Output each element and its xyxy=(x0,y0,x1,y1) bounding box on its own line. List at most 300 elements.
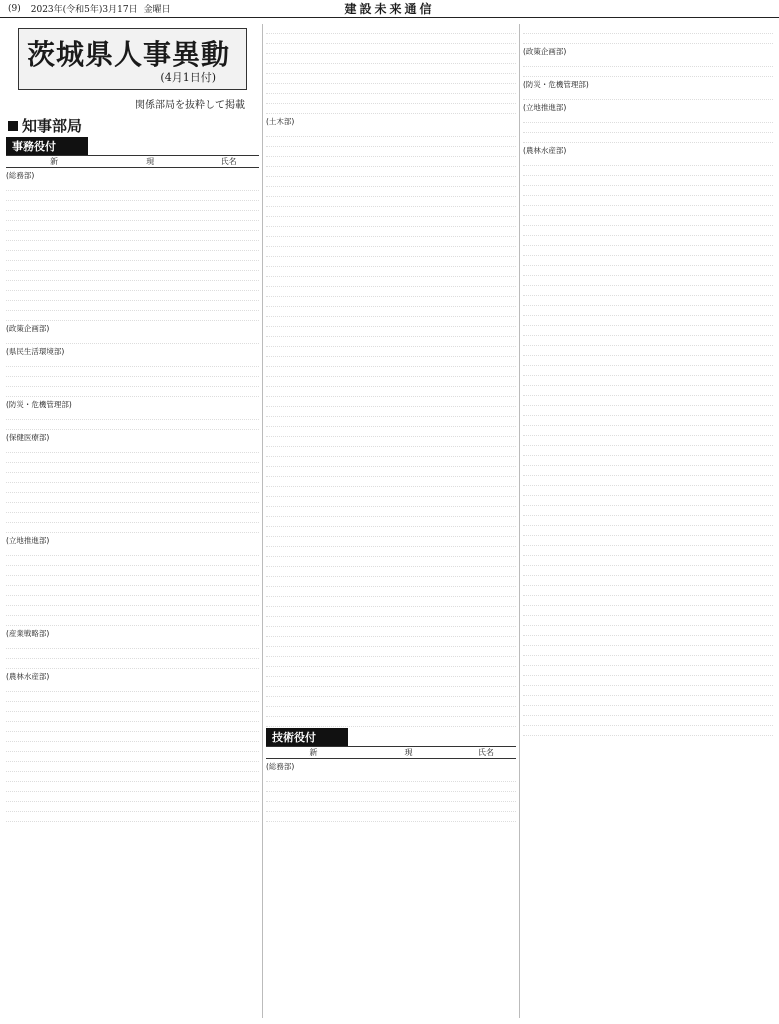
cell-old xyxy=(361,717,456,726)
cell-name xyxy=(198,367,259,376)
cell-old xyxy=(102,377,198,386)
appointment-row xyxy=(523,636,773,646)
cell-new xyxy=(523,696,618,705)
appointment-row xyxy=(523,123,773,133)
cell-old xyxy=(618,196,713,205)
cell-old xyxy=(618,316,713,325)
cell-name xyxy=(713,686,773,695)
cell-new xyxy=(266,277,361,286)
appointment-row xyxy=(266,417,516,427)
cell-new xyxy=(523,496,618,505)
cell-name xyxy=(713,656,773,665)
cell-old xyxy=(361,74,456,83)
cell-old xyxy=(102,387,198,396)
appointment-list xyxy=(6,171,259,822)
cell-new xyxy=(6,792,102,801)
cell-new xyxy=(6,702,102,711)
cell-name xyxy=(456,147,516,156)
cell-old xyxy=(361,317,456,326)
cell-name xyxy=(713,376,773,385)
cell-new xyxy=(266,687,361,696)
cell-name xyxy=(456,537,516,546)
cell-old xyxy=(361,104,456,113)
title-box xyxy=(18,28,247,90)
cell-old xyxy=(361,227,456,236)
appointment-row xyxy=(266,54,516,64)
dept-heading-label: 知事部局 xyxy=(22,117,83,135)
cell-old xyxy=(618,286,713,295)
cell-old xyxy=(102,712,198,721)
cell-new xyxy=(266,44,361,53)
cell-old xyxy=(618,556,713,565)
appointment-row xyxy=(266,667,516,677)
cell-old xyxy=(618,686,713,695)
cell-name xyxy=(198,722,259,731)
appointment-row xyxy=(6,473,259,483)
cell-old xyxy=(361,557,456,566)
cell-new xyxy=(523,596,618,605)
appointment-row xyxy=(6,682,259,692)
cell-old xyxy=(361,517,456,526)
cell-old xyxy=(102,493,198,502)
cell-name xyxy=(456,397,516,406)
cell-old xyxy=(102,367,198,376)
cell-name xyxy=(198,201,259,210)
cell-name xyxy=(713,476,773,485)
cell-name xyxy=(713,306,773,315)
appointment-row xyxy=(266,44,516,54)
cell-old xyxy=(618,406,713,415)
appointment-row xyxy=(6,513,259,523)
cell-name xyxy=(456,772,516,781)
cell-new xyxy=(266,367,361,376)
cell-name xyxy=(713,113,773,122)
cell-old xyxy=(102,606,198,615)
cell-new xyxy=(6,802,102,811)
cell-name xyxy=(713,57,773,66)
cell-old xyxy=(618,636,713,645)
appointment-row xyxy=(6,281,259,291)
cell-name xyxy=(713,206,773,215)
cell-old xyxy=(361,587,456,596)
appointment-row xyxy=(523,726,773,736)
cell-old xyxy=(361,34,456,43)
cell-new xyxy=(523,226,618,235)
cell-old xyxy=(618,166,713,175)
cell-old xyxy=(618,326,713,335)
cell-new xyxy=(266,457,361,466)
cell-name xyxy=(713,646,773,655)
cell-name xyxy=(198,792,259,801)
appointment-row xyxy=(266,447,516,457)
cell-old xyxy=(361,447,456,456)
cell-new xyxy=(6,251,102,260)
cell-name xyxy=(456,337,516,346)
appointment-row xyxy=(266,197,516,207)
cell-name xyxy=(198,596,259,605)
cell-name xyxy=(198,483,259,492)
cell-old xyxy=(618,376,713,385)
cell-new xyxy=(266,197,361,206)
cell-new xyxy=(266,104,361,113)
cell-new xyxy=(266,267,361,276)
cell-old xyxy=(102,334,198,343)
appointment-row xyxy=(6,483,259,493)
appointment-row xyxy=(6,453,259,463)
subdept-heading: (保健医療部) xyxy=(6,433,50,442)
cell-old xyxy=(361,547,456,556)
appointment-row xyxy=(523,536,773,546)
cell-name xyxy=(713,706,773,715)
cell-name xyxy=(456,637,516,646)
cell-old xyxy=(102,586,198,595)
cell-new xyxy=(266,607,361,616)
cell-name xyxy=(198,616,259,625)
cell-name xyxy=(456,317,516,326)
cell-new xyxy=(6,682,102,691)
cell-name xyxy=(713,426,773,435)
cell-new xyxy=(266,64,361,73)
cell-new xyxy=(266,617,361,626)
cell-old xyxy=(102,181,198,190)
cell-name xyxy=(713,466,773,475)
cell-name xyxy=(713,386,773,395)
cell-name xyxy=(198,311,259,320)
appointment-row xyxy=(266,617,516,627)
cell-name xyxy=(456,627,516,636)
cell-name xyxy=(198,556,259,565)
cell-name xyxy=(713,446,773,455)
appointment-row xyxy=(6,334,259,344)
cell-new xyxy=(266,557,361,566)
appointment-row xyxy=(266,517,516,527)
appointment-row xyxy=(523,606,773,616)
paper-name: 建設未来通信 xyxy=(344,2,435,16)
cell-old xyxy=(361,44,456,53)
appointment-row xyxy=(523,266,773,276)
cell-new xyxy=(523,123,618,132)
cell-new xyxy=(6,377,102,386)
cell-name xyxy=(198,261,259,270)
header-name: 氏名 xyxy=(478,748,494,757)
cell-name xyxy=(713,506,773,515)
appointment-row xyxy=(523,256,773,266)
cell-old xyxy=(618,306,713,315)
appointment-row xyxy=(6,301,259,311)
cell-name xyxy=(198,513,259,522)
cell-new xyxy=(523,306,618,315)
appointment-row xyxy=(266,74,516,84)
cell-old xyxy=(361,467,456,476)
cell-old xyxy=(361,357,456,366)
cell-name xyxy=(456,187,516,196)
cell-new xyxy=(523,416,618,425)
appointment-row xyxy=(523,576,773,586)
cell-old xyxy=(618,57,713,66)
cell-name xyxy=(456,44,516,53)
cell-new xyxy=(266,237,361,246)
cell-new xyxy=(266,157,361,166)
cell-new xyxy=(6,566,102,575)
cell-name xyxy=(456,367,516,376)
cell-old xyxy=(618,113,713,122)
appointment-row xyxy=(523,496,773,506)
appointment-row xyxy=(266,177,516,187)
cell-new xyxy=(6,692,102,701)
appointment-row xyxy=(266,287,516,297)
cell-name xyxy=(198,410,259,419)
appointment-row xyxy=(266,792,516,802)
cell-old xyxy=(618,566,713,575)
appointment-row xyxy=(523,346,773,356)
appointment-row xyxy=(523,716,773,726)
appointment-list xyxy=(266,24,516,727)
cell-old xyxy=(102,211,198,220)
cell-old xyxy=(102,191,198,200)
cell-new xyxy=(6,616,102,625)
cell-old xyxy=(618,276,713,285)
cell-name xyxy=(456,207,516,216)
cell-old xyxy=(102,420,198,429)
cell-new xyxy=(523,406,618,415)
appointment-row xyxy=(523,626,773,636)
cell-new xyxy=(6,410,102,419)
cell-new xyxy=(523,656,618,665)
subdept-heading: (防災・危機管理部) xyxy=(6,400,72,409)
cell-new xyxy=(523,90,618,99)
cell-new xyxy=(266,467,361,476)
appointment-row xyxy=(523,206,773,216)
column-divider xyxy=(519,24,520,1018)
cell-name xyxy=(198,443,259,452)
appointment-row xyxy=(523,57,773,67)
cell-name xyxy=(456,297,516,306)
cell-new xyxy=(523,706,618,715)
appointment-row xyxy=(266,647,516,657)
appointment-row xyxy=(523,706,773,716)
cell-new xyxy=(266,772,361,781)
appointment-row xyxy=(6,712,259,722)
cell-new xyxy=(266,227,361,236)
cell-name xyxy=(713,436,773,445)
cell-old xyxy=(618,646,713,655)
cell-new xyxy=(523,276,618,285)
cell-old xyxy=(618,586,713,595)
appointment-row xyxy=(6,311,259,321)
cell-old xyxy=(102,483,198,492)
cell-new xyxy=(6,387,102,396)
cell-name xyxy=(456,447,516,456)
appointment-row xyxy=(266,167,516,177)
cell-old xyxy=(618,266,713,275)
cell-new xyxy=(266,357,361,366)
cell-old xyxy=(361,387,456,396)
cell-new xyxy=(266,597,361,606)
cell-name xyxy=(456,677,516,686)
cell-name xyxy=(198,802,259,811)
cell-new xyxy=(523,133,618,142)
appointment-row xyxy=(266,477,516,487)
appointment-row xyxy=(6,377,259,387)
appointment-row xyxy=(523,186,773,196)
cell-new xyxy=(523,266,618,275)
cell-name xyxy=(713,726,773,735)
cell-new xyxy=(266,177,361,186)
cell-new xyxy=(6,523,102,532)
appointment-row xyxy=(523,156,773,166)
appointment-row xyxy=(523,133,773,143)
cell-new xyxy=(266,657,361,666)
appointment-row xyxy=(266,327,516,337)
section-bar-gijutsu: 技術役付 xyxy=(266,728,348,746)
header-old: 現 xyxy=(404,748,413,757)
appointment-row xyxy=(6,271,259,281)
cell-new xyxy=(266,247,361,256)
appointment-row xyxy=(523,326,773,336)
cell-new xyxy=(6,453,102,462)
cell-old xyxy=(102,722,198,731)
cell-new xyxy=(266,34,361,43)
cell-new xyxy=(523,476,618,485)
cell-name xyxy=(456,507,516,516)
cell-new xyxy=(523,506,618,515)
appointment-row xyxy=(266,297,516,307)
appointment-row xyxy=(523,676,773,686)
cell-new xyxy=(523,636,618,645)
cell-old xyxy=(361,137,456,146)
appointment-row xyxy=(523,426,773,436)
cell-name xyxy=(713,456,773,465)
subdept-heading: (産業戦略部) xyxy=(6,629,50,638)
cell-new xyxy=(6,463,102,472)
appointment-row xyxy=(266,687,516,697)
cell-name xyxy=(713,186,773,195)
cell-old xyxy=(102,802,198,811)
cell-new xyxy=(266,84,361,93)
cell-name xyxy=(456,377,516,386)
appointment-row xyxy=(523,34,773,44)
cell-new xyxy=(266,782,361,791)
subdept-heading: (県民生活環境部) xyxy=(6,347,65,356)
cell-new xyxy=(266,407,361,416)
appointment-row xyxy=(6,251,259,261)
cell-new xyxy=(6,782,102,791)
appointment-row xyxy=(6,732,259,742)
cell-new xyxy=(523,196,618,205)
cell-new xyxy=(523,57,618,66)
appointment-row xyxy=(266,24,516,34)
cell-new xyxy=(6,191,102,200)
cell-old xyxy=(102,221,198,230)
cell-name xyxy=(198,659,259,668)
cell-name xyxy=(456,24,516,33)
appointment-row xyxy=(523,686,773,696)
cell-old xyxy=(618,616,713,625)
cell-old xyxy=(102,301,198,310)
cell-old xyxy=(361,64,456,73)
appointment-row xyxy=(6,443,259,453)
cell-new xyxy=(266,377,361,386)
cell-new xyxy=(523,726,618,735)
cell-old xyxy=(361,697,456,706)
cell-new xyxy=(266,487,361,496)
cell-old xyxy=(361,237,456,246)
cell-new xyxy=(523,376,618,385)
cell-new xyxy=(6,271,102,280)
appointment-row xyxy=(6,367,259,377)
cell-name xyxy=(198,523,259,532)
cell-old xyxy=(361,167,456,176)
cell-old xyxy=(618,506,713,515)
appointment-row xyxy=(523,446,773,456)
appointment-row xyxy=(6,692,259,702)
cell-name xyxy=(713,24,773,33)
cell-name xyxy=(713,336,773,345)
cell-new xyxy=(266,127,361,136)
appointment-row xyxy=(6,586,259,596)
cell-old xyxy=(102,576,198,585)
cell-new xyxy=(6,301,102,310)
dept-heading xyxy=(8,115,259,136)
cell-name xyxy=(713,276,773,285)
cell-name xyxy=(713,626,773,635)
cell-name xyxy=(198,291,259,300)
appointment-row xyxy=(266,637,516,647)
cell-name xyxy=(713,34,773,43)
appointment-list xyxy=(266,762,516,822)
cell-name xyxy=(713,586,773,595)
cell-name xyxy=(456,717,516,726)
cell-new xyxy=(523,256,618,265)
cell-old xyxy=(618,716,713,725)
cell-name xyxy=(713,316,773,325)
appointment-row xyxy=(266,84,516,94)
appointment-row xyxy=(266,237,516,247)
cell-name xyxy=(713,576,773,585)
cell-new xyxy=(266,94,361,103)
cell-name xyxy=(713,636,773,645)
cell-old xyxy=(361,54,456,63)
cell-name xyxy=(198,682,259,691)
appointment-row xyxy=(266,802,516,812)
cell-old xyxy=(361,457,456,466)
cell-old xyxy=(618,606,713,615)
cell-old xyxy=(102,692,198,701)
cell-new xyxy=(266,317,361,326)
cell-old xyxy=(102,659,198,668)
cell-name xyxy=(198,271,259,280)
appointment-row xyxy=(6,812,259,822)
cell-new xyxy=(266,397,361,406)
cell-name xyxy=(713,156,773,165)
appointment-row xyxy=(523,416,773,426)
cell-name xyxy=(456,277,516,286)
appointment-row xyxy=(523,696,773,706)
cell-new xyxy=(6,513,102,522)
appointment-row xyxy=(266,367,516,377)
cell-new xyxy=(6,483,102,492)
cell-name xyxy=(713,256,773,265)
cell-name xyxy=(198,221,259,230)
subdept-heading: (総務部) xyxy=(6,171,35,180)
appointment-row xyxy=(266,267,516,277)
cell-new xyxy=(6,639,102,648)
appointment-row xyxy=(6,556,259,566)
appointment-row xyxy=(6,211,259,221)
cell-name xyxy=(198,357,259,366)
appointment-row xyxy=(266,527,516,537)
cell-new xyxy=(6,556,102,565)
